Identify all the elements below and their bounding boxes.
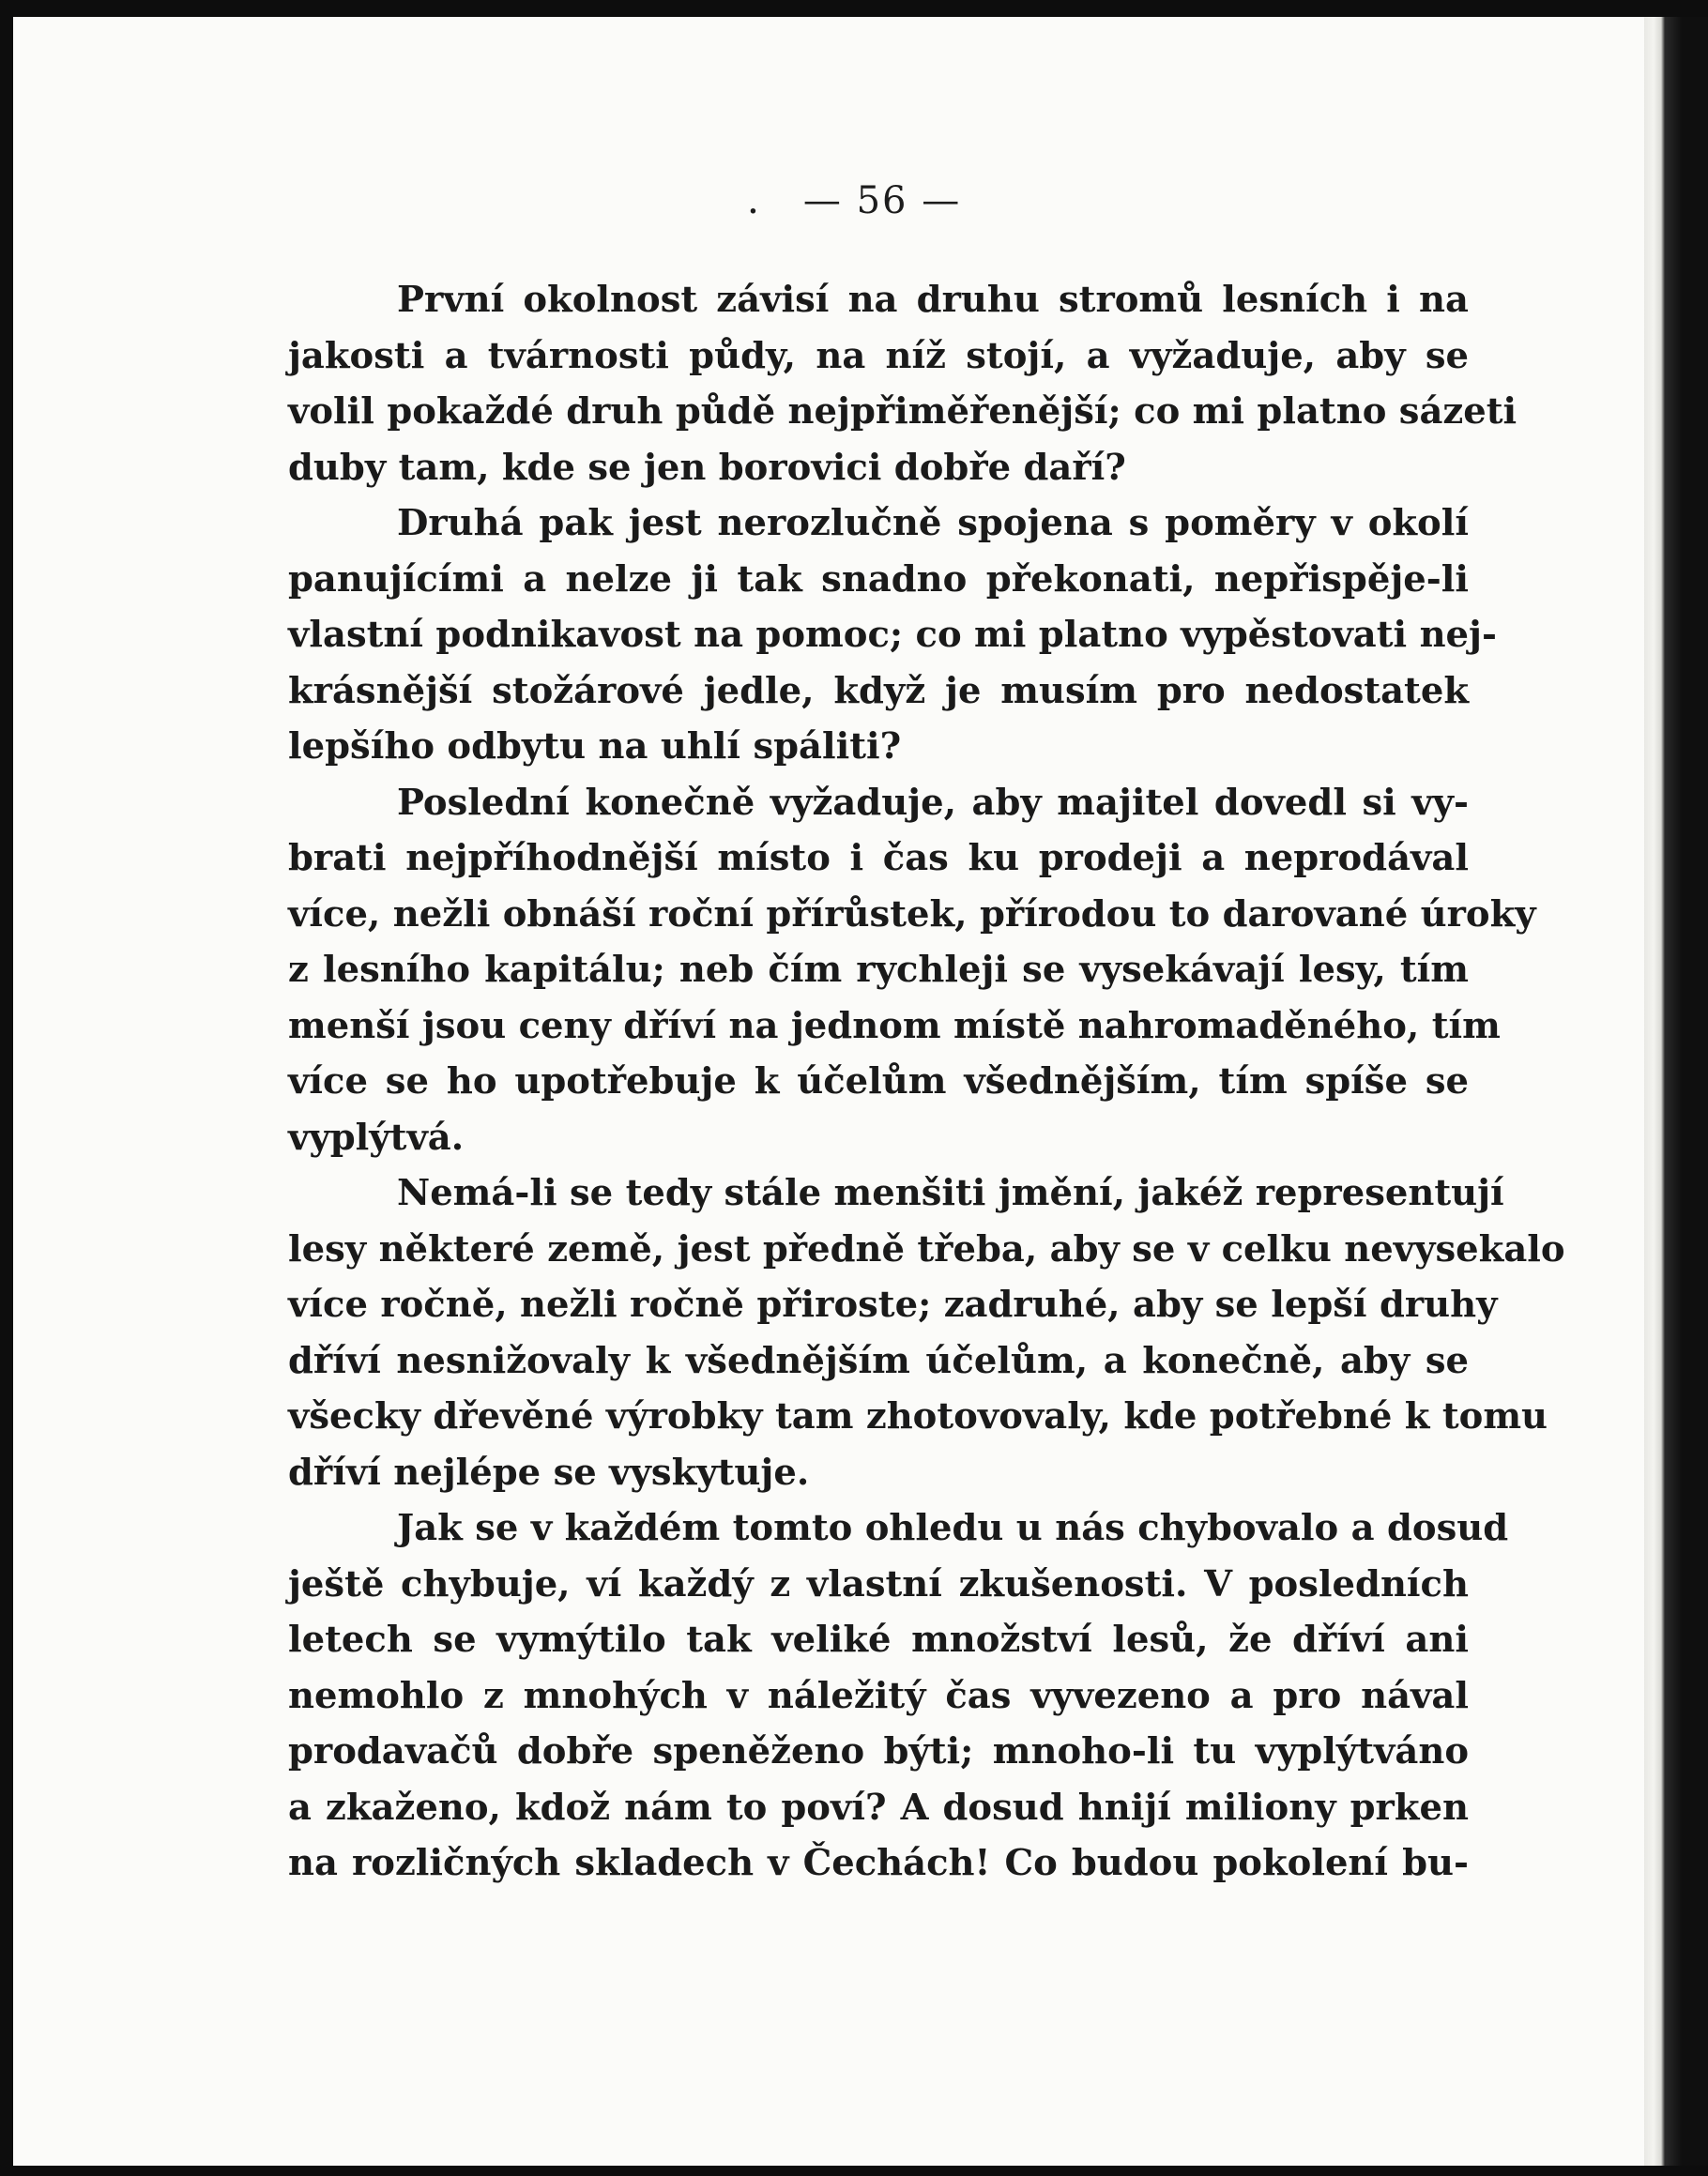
text-line: První okolnost závisí na druhu stromů lesních i na <box>397 279 1469 321</box>
paragraph-5 <box>288 1500 1509 1892</box>
body-text <box>288 272 1565 1892</box>
text-line: dříví nejlépe se vyskytuje. <box>288 1451 810 1494</box>
text-line: a zkaženo, kdož nám to poví? A dosud hnijí miliony prken <box>288 1786 1469 1829</box>
text-line: lepšího odbytu na uhlí spáliti? <box>288 725 902 768</box>
text-line: více, nežli obnáší roční přírůstek, přírodou to darované úroky <box>288 892 1536 936</box>
text-line: vyplýtvá. <box>288 1116 465 1159</box>
text-line: volil pokaždé druh půdě nejpřiměřenější; co mi platno sázeti <box>288 390 1517 433</box>
text-line: dříví nesnižovaly k všednějším účelům, a konečně, aby se <box>288 1339 1469 1382</box>
text-line: jakosti a tvárnosti půdy, na níž stojí, a vyžaduje, aby se <box>288 334 1469 377</box>
text-line: duby tam, kde se jen borovici dobře daří? <box>288 446 1126 489</box>
header-dot: . <box>746 176 762 222</box>
paragraph-4 <box>288 1165 1565 1500</box>
page-edge-strip <box>1644 17 1708 2166</box>
text-line: více se ho upotřebuje k účelům všednějším, tím spíše se <box>288 1060 1469 1103</box>
text-line: ještě chybuje, ví každý z vlastní zkušenosti. V posledních <box>288 1562 1469 1605</box>
paragraph-1 <box>288 272 1517 495</box>
text-line: Poslední konečně vyžaduje, aby majitel dovedl si vy- <box>397 781 1469 824</box>
text-line: na rozličných skladech v Čechách! Co budou pokolení bu- <box>288 1842 1469 1884</box>
text-line: nemohlo z mnohých v náležitý čas vyvezeno a pro nával <box>288 1674 1469 1717</box>
paragraph-2 <box>288 495 1497 775</box>
text-line: vlastní podnikavost na pomoc; co mi platno vypěstovati nej- <box>288 614 1497 656</box>
text-line: letech se vymýtilo tak veliké množství lesů, že dříví ani <box>288 1619 1469 1661</box>
text-line: z lesního kapitálu; neb čím rychleji se vysekávají lesy, tím <box>288 949 1469 991</box>
text-line: brati nejpříhodnější místo i čas ku prodeji a neprodával <box>288 837 1469 879</box>
text-line: Druhá pak jest nerozlučně spojena s poměry v okolí <box>397 502 1469 544</box>
text-line: Jak se v každém tomto ohledu u nás chybovalo a dosud <box>397 1507 1509 1549</box>
paragraph-3 <box>288 775 1536 1166</box>
text-line: lesy některé země, jest předně třeba, aby se v celku nevysekalo <box>288 1227 1565 1271</box>
text-line: Nemá-li se tedy stále menšiti jmění, jakéž representují <box>397 1172 1504 1214</box>
text-line: všecky dřevěné výrobky tam zhotovovaly, kde potřebné k tomu <box>288 1395 1548 1438</box>
page-header <box>0 176 1708 222</box>
text-line: menší jsou ceny dříví na jednom místě nahromaděného, tím <box>288 1004 1501 1047</box>
text-line: prodavačů dobře speněženo býti; mnoho-li tu vyplýtváno <box>288 1730 1469 1773</box>
page-number: — 56 — <box>802 179 962 222</box>
text-line: panujícími a nelze ji tak snadno překonati, nepřispěje-li <box>288 557 1469 601</box>
text-line: více ročně, nežli ročně přiroste; zadruhé, aby se lepší druhy <box>288 1284 1498 1326</box>
text-line: krásnější stožárové jedle, když je musím pro nedostatek <box>288 669 1469 712</box>
